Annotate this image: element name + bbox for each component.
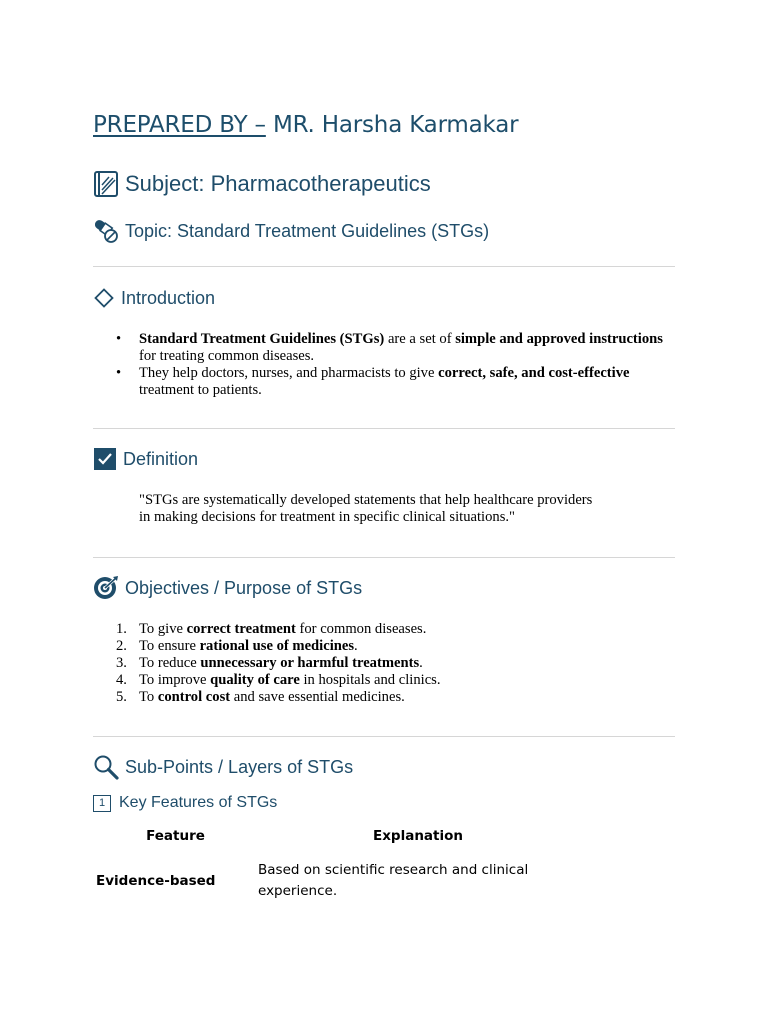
subject-heading <box>93 170 431 198</box>
checkbox-icon <box>93 447 117 471</box>
pill-icon <box>93 218 119 244</box>
text-run: for treating common diseases. <box>139 348 315 364</box>
item-number: 5. <box>116 689 127 705</box>
text-run: in hospitals and clinics. <box>299 672 441 688</box>
features-table <box>93 825 578 915</box>
bold-text: quality of care <box>210 672 300 688</box>
explanation-cell: Based on scientific research and clinical experience. <box>258 862 529 899</box>
table-header-row <box>93 825 578 847</box>
introduction-title: Introduction <box>121 287 216 308</box>
target-icon <box>93 575 119 601</box>
key-features-title: Key Features of STGs <box>119 794 278 811</box>
definition-quote <box>139 492 639 526</box>
list-item <box>139 365 669 399</box>
definition-title: Definition <box>123 448 199 469</box>
text-run: To reduce <box>139 655 201 671</box>
bold-text: rational use of medicines <box>199 638 355 654</box>
text-run: . <box>419 655 423 671</box>
bold-text: Standard Treatment Guidelines (STGs) <box>139 331 385 347</box>
divider <box>93 557 675 558</box>
list-item <box>116 672 669 689</box>
item-number: 2. <box>116 638 127 654</box>
notebook-icon <box>93 170 119 198</box>
subpoints-heading <box>93 754 353 780</box>
text-run: To improve <box>139 672 211 688</box>
bold-text: unnecessary or harmful treatments <box>200 655 420 671</box>
divider <box>93 736 675 737</box>
quote-line: in making decisions for treatment in specific clinical situations." <box>139 509 515 525</box>
text-run: for common diseases. <box>295 621 427 637</box>
quote-line: "STGs are systematically developed statements that help healthcare providers <box>139 492 593 508</box>
objectives-list <box>116 621 669 706</box>
divider <box>93 428 675 429</box>
text-run: To give <box>139 621 187 637</box>
prepared-by-heading <box>93 112 518 138</box>
item-number: 1. <box>116 621 127 637</box>
topic-heading <box>93 218 489 244</box>
table-row <box>93 847 578 915</box>
list-item <box>116 638 669 655</box>
author-name: MR. Harsha Karmakar <box>265 112 519 138</box>
column-header: Explanation <box>372 828 464 844</box>
divider <box>93 266 675 267</box>
item-number: 4. <box>116 672 127 688</box>
key-features-heading <box>93 794 277 812</box>
prepared-by-label: PREPARED BY – <box>93 112 266 138</box>
introduction-list <box>139 331 669 399</box>
objectives-heading <box>93 575 362 601</box>
feature-cell: Evidence-based <box>96 873 216 889</box>
list-item <box>116 655 669 672</box>
bold-text: correct treatment <box>186 621 296 637</box>
text-run: They help doctors, nurses, and pharmacists to give <box>139 365 439 381</box>
magnifier-icon <box>93 754 119 780</box>
text-run: treatment to patients. <box>139 382 262 398</box>
definition-heading <box>93 447 198 471</box>
text-run: To <box>139 689 158 705</box>
text-run: are a set of <box>384 331 456 347</box>
objectives-title: Objectives / Purpose of STGs <box>125 577 363 598</box>
list-item <box>116 689 669 706</box>
introduction-heading <box>93 287 215 309</box>
number-badge: 1 <box>93 795 111 812</box>
bold-text: correct, safe, and cost-effective <box>438 365 630 381</box>
text-run: . <box>354 638 358 654</box>
diamond-icon <box>93 287 115 309</box>
subpoints-title: Sub-Points / Layers of STGs <box>125 756 354 777</box>
item-number: 3. <box>116 655 127 671</box>
text-run: To ensure <box>139 638 200 654</box>
list-item <box>139 331 669 365</box>
bold-text: simple and approved instructions <box>455 331 663 347</box>
column-header: Feature <box>146 828 205 844</box>
topic-text: Topic: Standard Treatment Guidelines (STGs) <box>125 220 490 241</box>
text-run: and save essential medicines. <box>230 689 405 705</box>
subject-text: Subject: Pharmacotherapeutics <box>125 171 431 196</box>
bold-text: control cost <box>157 689 231 705</box>
list-item <box>116 621 669 638</box>
